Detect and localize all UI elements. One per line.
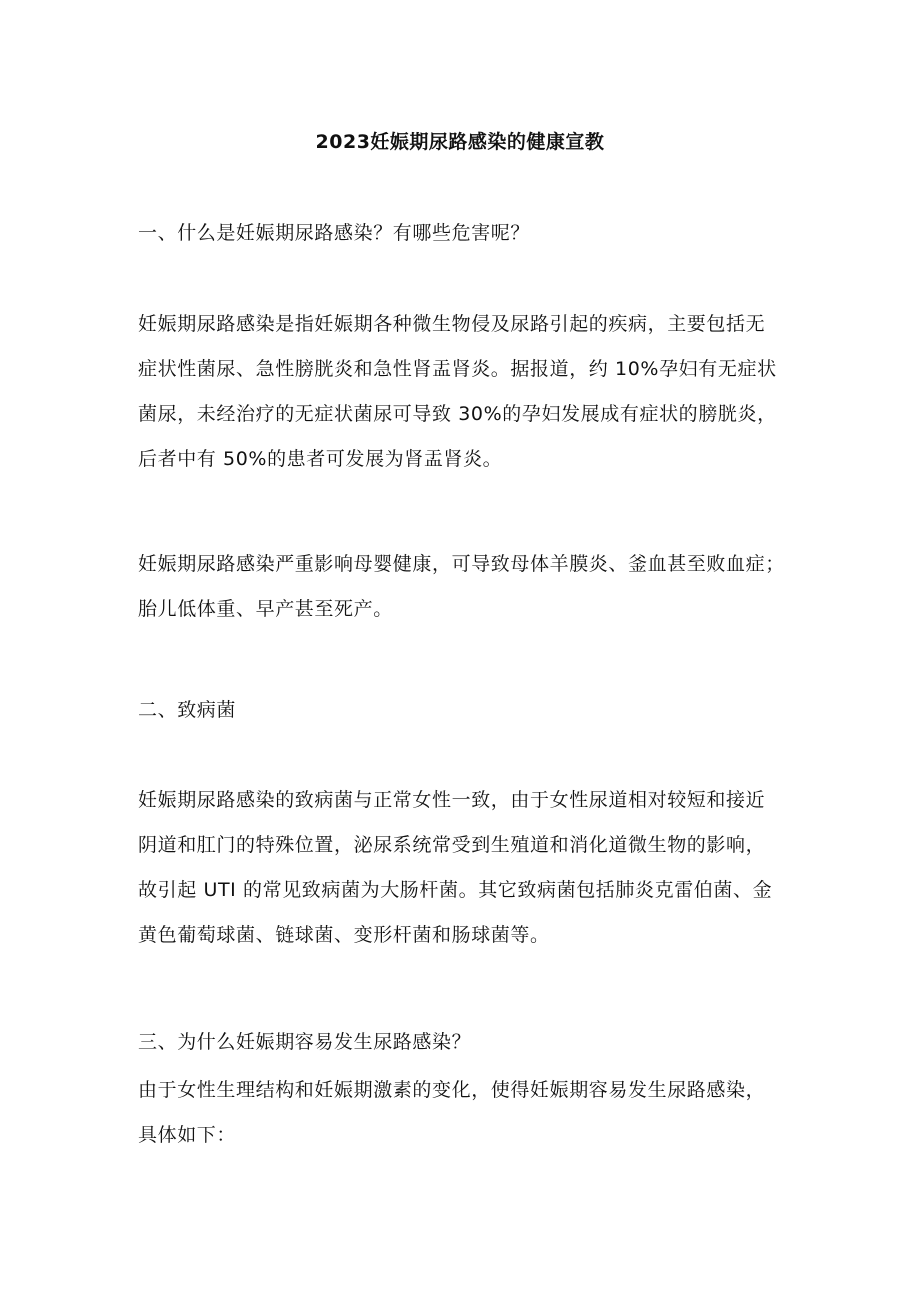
section-2-paragraph (138, 778, 798, 958)
paragraph-line: 症状性菌尿、急性膀胱炎和急性肾盂肾炎。据报道，约 10%孕妇有无症状 (138, 358, 777, 380)
paragraph-line: 阴道和肛门的特殊位置，泌尿系统常受到生殖道和消化道微生物的影响， (138, 834, 766, 856)
paragraph-line: 后者中有 50%的患者可发展为肾盂肾炎。 (138, 448, 503, 470)
section-1-paragraph-2 (138, 542, 798, 632)
section-1-heading: 一、什么是妊娠期尿路感染？有哪些危害呢？ (138, 222, 531, 244)
section-1-paragraph-1 (138, 302, 798, 482)
paragraph-line: 故引起 UTI 的常见致病菌为大肠杆菌。其它致病菌包括肺炎克雷伯菌、金 (138, 879, 773, 901)
paragraph-line: 具体如下： (138, 1124, 237, 1146)
paragraph-line: 妊娠期尿路感染是指妊娠期各种微生物侵及尿路引起的疾病，主要包括无 (138, 313, 766, 335)
paragraph-line: 黄色葡萄球菌、链球菌、变形杆菌和肠球菌等。 (138, 924, 550, 946)
section-3-heading: 三、为什么妊娠期容易发生尿路感染？ (138, 1031, 472, 1053)
section-2-heading: 二、致病菌 (138, 699, 237, 721)
paragraph-line: 由于女性生理结构和妊娠期激素的变化，使得妊娠期容易发生尿路感染， (138, 1079, 766, 1101)
section-3-paragraph (138, 1068, 798, 1158)
document-title: 2023妊娠期尿路感染的健康宣教 (315, 131, 605, 153)
paragraph-line: 妊娠期尿路感染的致病菌与正常女性一致，由于女性尿道相对较短和接近 (138, 789, 766, 811)
paragraph-line: 胎儿低体重、早产甚至死产。 (138, 598, 393, 620)
paragraph-line: 妊娠期尿路感染严重影响母婴健康，可导致母体羊膜炎、釜血甚至败血症； (138, 553, 785, 575)
paragraph-line: 菌尿，未经治疗的无症状菌尿可导致 30%的孕妇发展成有症状的膀胱炎， (138, 403, 777, 425)
